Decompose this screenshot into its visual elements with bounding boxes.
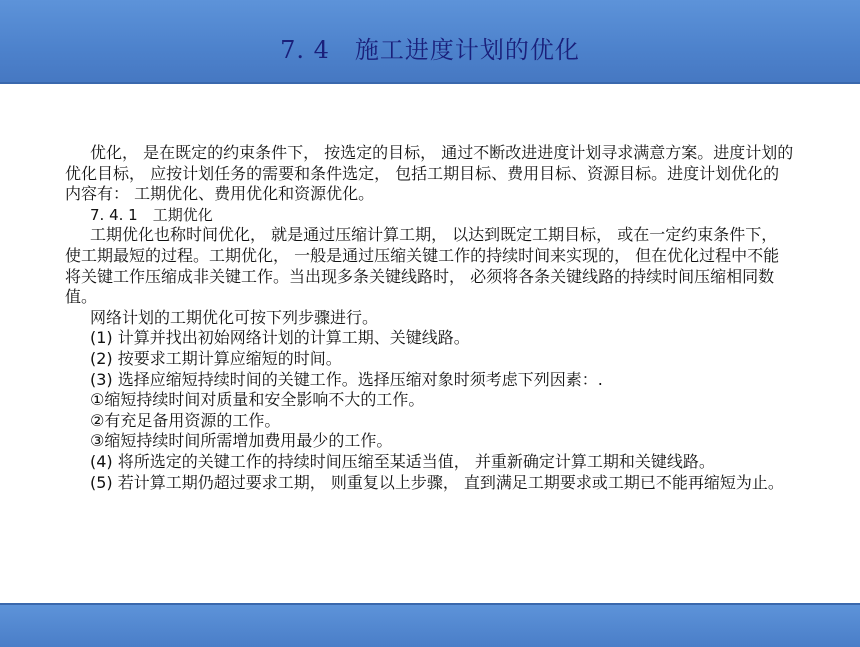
factor-item: ③缩短持续时间所需增加费用最少的工作。 bbox=[90, 431, 393, 451]
factor-item: ②有充足备用资源的工作。 bbox=[90, 410, 281, 430]
title-bar bbox=[0, 0, 860, 84]
footer-bar bbox=[0, 603, 860, 647]
step-item: (3) 选择应缩短持续时间的关键工作。选择压缩对象时须考虑下列因素：. bbox=[90, 369, 603, 389]
definition-paragraph: 工期优化也称时间优化， 就是通过压缩计算工期， 以达到既定工期目标， 或在一定约束条件下， 使工期最短的过程。工期优化， 一般是通过压缩关键工作的持续时间来实现的， 但在优化过程中不能将关键工作压缩成非关键工作。当出现多条关键线路时， 必须将各条关键线路的持续时间压缩相同数值。 bbox=[65, 225, 780, 307]
steps-intro: 网络计划的工期优化可按下列步骤进行。 bbox=[90, 307, 379, 327]
slide-body bbox=[65, 143, 795, 493]
step-item: (4) 将所选定的关键工作的持续时间压缩至某适当值， 并重新确定计算工期和关键线路。 bbox=[90, 451, 715, 471]
factor-item: ①缩短持续时间对质量和安全影响不大的工作。 bbox=[90, 390, 425, 410]
step-item: (2) 按要求工期计算应缩短的时间。 bbox=[90, 348, 342, 368]
intro-paragraph: 优化， 是在既定的约束条件下， 按选定的目标， 通过不断改进进度计划寻求满意方案。进度计划的优化目标， 应按计划任务的需要和条件选定， 包括工期目标、费用目标、资源目标。进度计划优化的内容有： 工期优化、费用优化和资源优化。 bbox=[65, 143, 794, 204]
step-item: (1) 计算并找出初始网络计划的计算工期、关键线路。 bbox=[90, 328, 470, 348]
slide-title: 7. 4 施工进度计划的优化 bbox=[280, 36, 580, 64]
section-heading: 7. 4. 1 工期优化 bbox=[90, 205, 213, 224]
step-item: (5) 若计算工期仍超过要求工期， 则重复以上步骤， 直到满足工期要求或工期已不能再缩短为止。 bbox=[90, 472, 784, 492]
